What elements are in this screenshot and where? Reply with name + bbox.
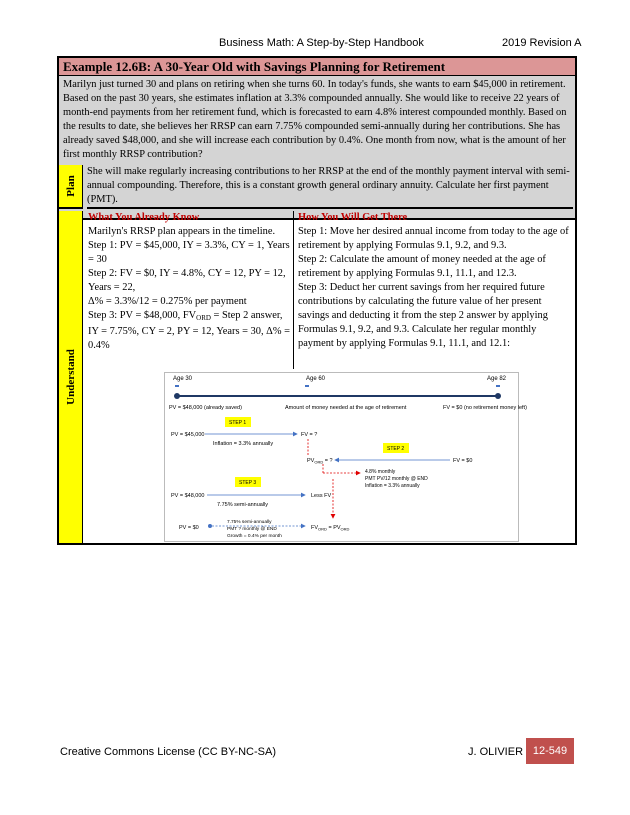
known-heading: What You Already Know: [88, 212, 200, 223]
growth-label: Growth = 0.4% per month: [227, 534, 282, 539]
step3-label: STEP 3: [239, 480, 257, 486]
timeline-diagram: [164, 372, 527, 542]
bottom-point: [208, 524, 212, 528]
known-subscript: ORD: [196, 314, 211, 322]
fv-zero-end-label: FV = $0 (no retirement money left): [443, 405, 527, 411]
step2-label: STEP 2: [387, 446, 405, 452]
age-start-label: Age 30: [173, 376, 193, 382]
pv-48000-label: PV = $48,000: [171, 493, 205, 499]
age-mid-label: Age 60: [306, 376, 326, 382]
known-column: [88, 211, 293, 353]
understand-sidebar: [59, 211, 83, 543]
pmt-q-label: PMT ? monthly @ END: [227, 527, 277, 532]
inflation-label: Inflation = 3.3% annually: [213, 441, 274, 447]
pv-ord-label: $PV_{ORD}$ = ?: [307, 458, 333, 465]
known-line: Step 2: FV = $0, IY = 4.8%, CY = 12, PY = 12, Years = 22,: [88, 268, 286, 293]
page-number-badge: 12-549: [526, 738, 574, 764]
tick-end: [496, 385, 500, 387]
fv-zero-label: FV = $0: [453, 458, 473, 464]
semi-775-label: 7.75% semi-annually: [217, 502, 269, 508]
approach-heading: How You Will Get There: [298, 212, 408, 223]
approach-line: Step 1: Move her desired annual income from today to the age of retirement by applying Formulas 9.1, 9.2, and 9.3.: [298, 226, 569, 251]
pv-saved-label: PV = $48,000 (already saved): [169, 405, 242, 411]
amount-needed-label: Amount of money needed at the age of retirement: [285, 405, 407, 411]
fv-ord-eq-label: $FV_{ORD} = PV_{ORD}$: [311, 525, 350, 532]
pmt-pv12-label: PMT PV/12 monthly @ END: [365, 476, 428, 482]
plan-text: She will make regularly increasing contributions to her RRSP at the end of the monthly payment interval with semi-annual compounding. Therefore, this is a constant growth general ordinary annuity. Calculate her first payment (PMT).: [87, 165, 573, 209]
known-line: Step 1: PV = $45,000, IY = 3.3%, CY = 1, Years = 30: [88, 240, 290, 265]
pv-45000-label: PV = $45,000: [171, 432, 205, 438]
approach-column: [298, 211, 573, 351]
plan-sidebar: [59, 165, 83, 209]
book-title: Business Math: A Step-by-Step Handbook: [219, 37, 424, 49]
approach-line: Step 3: Deduct her current savings from her required future contributions by calculating the future value of her present savings and deducting it from the step 2 answer by applying Formulas 9.1, 9.2, and 9.3. Calculate her regular monthly payment by applying Formulas 9.1, 11.1, and 12.1:: [298, 282, 548, 349]
tick-start: [175, 385, 179, 387]
known-line: [88, 309, 293, 353]
example-intro: Marilyn just turned 30 and plans on retiring when she turns 60. In today's funds, she wants to earn $45,000 in retirement. Based on the past 30 years, she estimates inflation at 3.3% compounded annually. She would like to receive 22 years of month-end payments from her retirement fund, which is forecasted to earn 4.8% interest compounded monthly. Based on the results to date, she believes her RRSP can earn 7.75% compounded semi-annually during her contributions. She has already saved $48,000, and she will increase each contribution by 0.4%. One month from now, what is the amount of her first monthly RRSP contribution?: [59, 76, 575, 220]
example-title: Example 12.6B: A 30-Year Old with Savings Planning for Retirement: [59, 58, 575, 76]
column-divider: [293, 211, 294, 369]
understand-label: Understand: [64, 349, 77, 405]
step1-label: STEP 1: [229, 420, 247, 426]
license-text: Creative Commons License (CC BY-NC-SA): [60, 746, 276, 758]
timeline-point-end: [495, 393, 501, 399]
less-fv-label: Less FV: [311, 493, 332, 499]
tick-mid: [305, 385, 309, 387]
author-name: J. OLIVIER: [468, 746, 524, 758]
example-box: [57, 56, 577, 545]
known-text: Step 3: PV = $48,000, FV: [88, 310, 197, 321]
semi-775b-label: 7.75% semi-annually: [227, 520, 272, 525]
age-end-label: Age 82: [487, 376, 507, 382]
pv-zero-label: PV = $0: [179, 525, 199, 531]
timeline-point-start: [174, 393, 180, 399]
fv-q-label: FV = ?: [301, 432, 318, 438]
inflation2-label: Inflation = 3.3% annually: [365, 483, 420, 489]
known-text: = Step 2 answer, IY = 7.75%, CY = 2, PY = 12, Years = 30, Δ% = 0.4%: [88, 310, 290, 351]
approach-line: Step 2: Calculate the amount of money needed at the age of retirement by applying Formulas 9.1, 11.1, and 12.3.: [298, 254, 546, 279]
known-line: Δ% = 3.3%/12 = 0.275% per payment: [88, 296, 247, 307]
revision-label: 2019 Revision A: [502, 37, 582, 49]
monthly-48-label: 4.8% monthly: [365, 469, 396, 475]
plan-label: Plan: [64, 175, 77, 197]
known-line: Marilyn's RRSP plan appears in the timeline.: [88, 226, 276, 237]
